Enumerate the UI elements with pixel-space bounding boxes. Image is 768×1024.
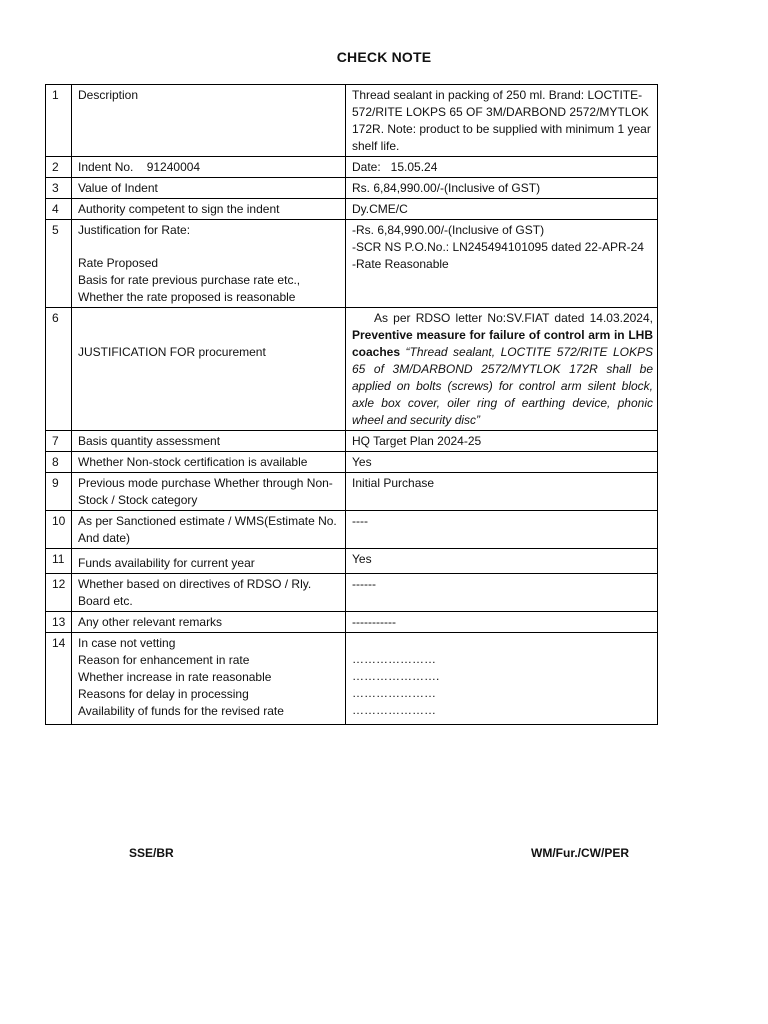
row-number: 5 (46, 220, 72, 308)
label-line: In case not vetting (78, 636, 176, 650)
justification-quote: “Thread sealant, LOCTITE 572/RITE LOKPS 65 of 3M/DARBOND 2572/MYTLOK 172R shall be applied on bolts (screws) for control arm silent block, axle box cover, oiler ring of earthing device, phonic wheel and security disc” (352, 345, 653, 427)
funds-label: Funds availability for current year (78, 556, 255, 570)
row-value (346, 308, 658, 431)
row-label (72, 157, 346, 178)
row-label (72, 308, 346, 431)
page-title: CHECK NOTE (336, 49, 432, 65)
row-label: Value of Indent (72, 178, 346, 199)
signature-right: WM/Fur./CW/PER (531, 846, 629, 860)
row-number: 12 (46, 574, 72, 612)
row-number: 3 (46, 178, 72, 199)
row-label: As per Sanctioned estimate / WMS(Estimate No. And date) (72, 511, 346, 549)
row-value: Rs. 6,84,990.00/-(Inclusive of GST) (346, 178, 658, 199)
label-line: Whether increase in rate reasonable (78, 670, 272, 684)
row-value: ---- (346, 511, 658, 549)
row-value: Yes (346, 452, 658, 473)
row-number: 4 (46, 199, 72, 220)
row-label (72, 549, 346, 574)
row-label (72, 220, 346, 308)
label-line: Reasons for delay in processing (78, 687, 249, 701)
row-label (72, 633, 346, 725)
label-line: Justification for Rate: (78, 223, 191, 237)
check-note-table (45, 84, 658, 725)
row-label: Authority competent to sign the indent (72, 199, 346, 220)
table-row (46, 308, 658, 431)
row-number: 7 (46, 431, 72, 452)
value-line: …………………. (352, 669, 440, 683)
table-row (46, 157, 658, 178)
table-row (46, 199, 658, 220)
table-row (46, 220, 658, 308)
row-label: Whether Non-stock certification is available (72, 452, 346, 473)
row-value: Thread sealant in packing of 250 ml. Brand: LOCTITE-572/RITE LOKPS 65 OF 3M/DARBOND 2572/MYTLOK 172R. Note: product to be supplied with minimum 1 year shelf life. (346, 85, 658, 157)
value-line: -Rate Reasonable (352, 257, 449, 271)
row-value: ----------- (346, 612, 658, 633)
row-value: ------ (346, 574, 658, 612)
row-number: 14 (46, 633, 72, 725)
indent-no: Indent No. 91240004 (78, 160, 201, 174)
table-row (46, 452, 658, 473)
label-line: Rate Proposed (78, 256, 159, 270)
label-line: Whether the rate proposed is reasonable (78, 290, 296, 304)
table-row (46, 511, 658, 549)
row-value: Initial Purchase (346, 473, 658, 511)
justification-bold: Preventive measure for failure of control arm in LHB coaches (352, 328, 653, 359)
table-row (46, 574, 658, 612)
row-label: Description (72, 85, 346, 157)
value-line: ………………… (352, 652, 436, 666)
row-label: Previous mode purchase Whether through Non- Stock / Stock category (72, 473, 346, 511)
value-line: -SCR NS P.O.No.: LN245494101095 dated 22-APR-24 (352, 240, 644, 254)
table-row (46, 549, 658, 574)
row-value: Yes (346, 549, 658, 574)
row-label: Basis quantity assessment (72, 431, 346, 452)
table-row (46, 85, 658, 157)
value-line: ………………… (352, 686, 436, 700)
table-row (46, 633, 658, 725)
table-row (46, 431, 658, 452)
row-number: 2 (46, 157, 72, 178)
row-value (346, 220, 658, 308)
signature-left: SSE/BR (129, 846, 174, 860)
row-label: Whether based on directives of RDSO / Rly. Board etc. (72, 574, 346, 612)
indent-date: Date: 15.05.24 (352, 160, 438, 174)
row-number: 8 (46, 452, 72, 473)
row-number: 6 (46, 308, 72, 431)
row-number: 13 (46, 612, 72, 633)
value-line: ………………… (352, 703, 436, 717)
label-line: Availability of funds for the revised rate (78, 704, 284, 718)
row-number: 11 (46, 549, 72, 574)
row-value: HQ Target Plan 2024-25 (346, 431, 658, 452)
label-line: Reason for enhancement in rate (78, 653, 250, 667)
row-number: 10 (46, 511, 72, 549)
value-line: -Rs. 6,84,990.00/-(Inclusive of GST) (352, 223, 545, 237)
label-line: Basis for rate previous purchase rate etc., (78, 273, 301, 287)
table-row (46, 473, 658, 511)
row-value: Dy.CME/C (346, 199, 658, 220)
row-label: Any other relevant remarks (72, 612, 346, 633)
row-number: 1 (46, 85, 72, 157)
justification-intro: As per RDSO letter No:SV.FIAT dated 14.03.2024, (374, 311, 653, 325)
table-row (46, 178, 658, 199)
row-number: 9 (46, 473, 72, 511)
table-row (46, 612, 658, 633)
row-value (346, 157, 658, 178)
justification-label: JUSTIFICATION FOR procurement (78, 345, 266, 359)
row-value (346, 633, 658, 725)
